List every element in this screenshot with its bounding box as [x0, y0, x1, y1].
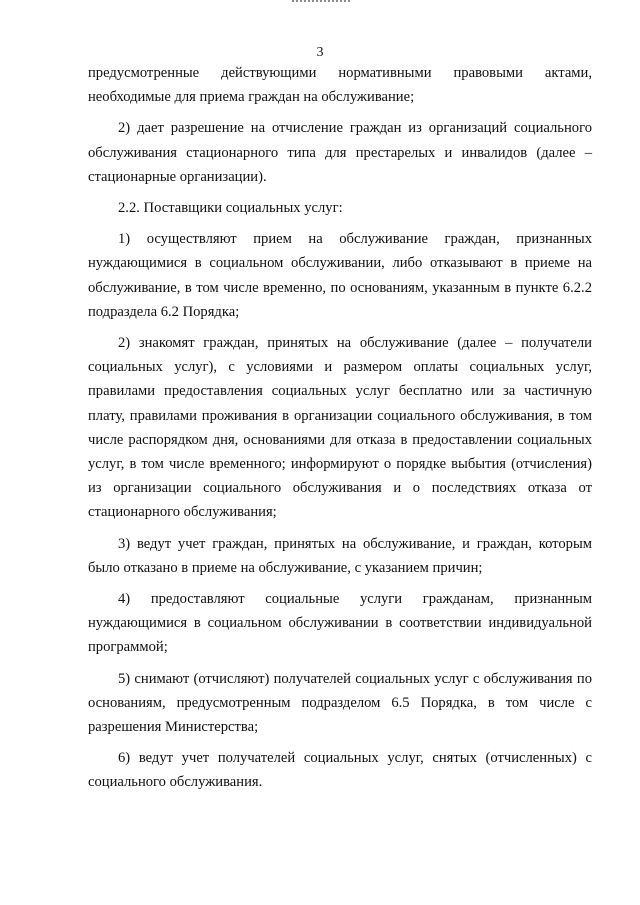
paragraph-item-6-records-removed: 6) ведут учет получателей социальных услуг, снятых (отчисленных) с социального обслуживания. — [88, 750, 592, 791]
paragraph-item-2-permission: 2) дает разрешение на отчисление граждан из организаций социального обслуживания стационарного типа для престарелых и инвалидов (далее – стационарные организации). — [88, 120, 592, 185]
section-heading-2-2: 2.2. Поставщики социальных услуг: — [118, 200, 343, 217]
paragraph-item-5-remove: 5) снимают (отчисляют) получателей социальных услуг с обслуживания по основаниям, предусмотренным подразделом 6.5 Порядка, в том числе с разрешения Министерства; — [88, 670, 592, 736]
paragraph-continuation: предусмотренные действующими нормативными правовыми актами, необходимые для приема граждан на обслуживание; — [88, 65, 592, 106]
paragraph-item-2-familiarize: 2) знакомят граждан, принятых на обслуживание (далее – получатели социальных услуг), с условиями и размером оплаты социальных услуг, правилами предоставления социальных услуг бесплатно или за частичную плату, правилами проживания в организации социального обслуживания, в том числе распорядком дня, основаниями для отказа в предоставлении социальных услуг, в том числе временного; информируют о порядке выбытия (отчисления) из организации социального обслуживания и о последствиях отказа от стационарного обслуживания; — [88, 335, 592, 521]
paragraph-item-4-provide: 4) предоставляют социальные услуги гражданам, признанным нуждающимися в социальном обслуживании в соответствии индивидуальной программой; — [88, 591, 592, 656]
paragraph-item-1-admission: 1) осуществляют прием на обслуживание граждан, признанных нуждающимися в социальном обслуживании, либо отказывают в приеме на обслуживание, в том числе временно, по основаниям, указанным в пункте 6.2.2 подраздела 6.2 Порядка; — [88, 231, 592, 320]
paragraph-item-3-records: 3) ведут учет граждан, принятых на обслуживание, и граждан, которым было отказано в приеме на обслуживание, с указанием причин; — [88, 535, 592, 576]
document-body — [88, 61, 592, 802]
page-number: 3 — [316, 45, 324, 60]
scan-artifact-mark — [292, 0, 350, 5]
